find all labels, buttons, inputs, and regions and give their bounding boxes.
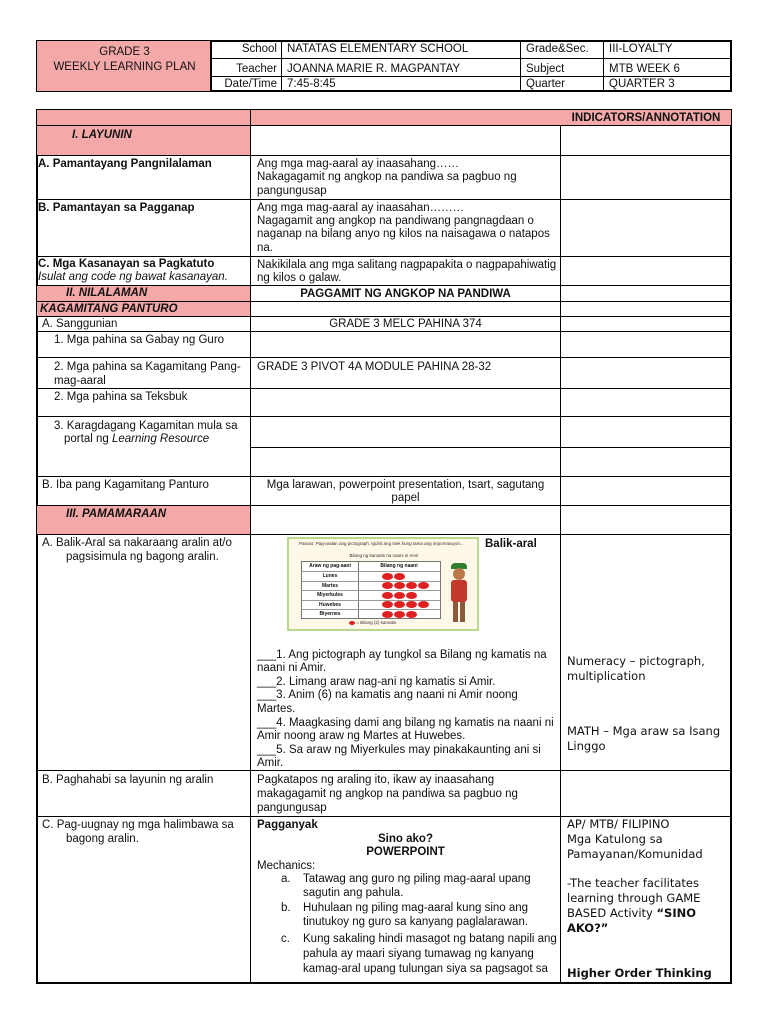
school-value: NATATAS ELEMENTARY SCHOOL	[287, 43, 469, 55]
row-line-770	[37, 770, 731, 771]
boy-figure-icon	[447, 563, 471, 625]
c-annotation-2c	[567, 906, 696, 921]
c-annotation-1a: AP/ MTB/ FILIPINO	[567, 817, 670, 831]
row-line-331	[37, 331, 731, 332]
tomato-icon	[394, 582, 405, 589]
tomato-icon	[394, 611, 405, 618]
b-text-3: naganap na bilang anyo ng kilos na naisagawa o natapos	[257, 228, 550, 240]
nilalaman-value: PAGGAMIT NG ANGKOP NA PANDIWA	[300, 288, 511, 300]
powerpoint-title: POWERPOINT	[366, 846, 445, 858]
b-text-1: Ang mga mag-aaral ay inaasahan………	[257, 202, 465, 214]
pictograph-legend	[349, 620, 396, 625]
mech-c-1: Kung sakaling hindi masagot ng batang napili ang	[303, 933, 557, 945]
school-label: School	[241, 43, 277, 55]
gradesec-label: Grade&Sec.	[526, 43, 589, 55]
tomato-icon	[382, 573, 393, 580]
a-text-1: Ang mga mag-aaral ay inaasahang……	[257, 158, 460, 170]
tomato-icon	[418, 601, 429, 608]
pictograph-row-label: Martes	[321, 582, 339, 589]
gabay-label: 1. Mga pahina sa Gabay ng Guro	[54, 334, 225, 346]
datetime-value: 7:45-8:45	[287, 78, 336, 90]
balik-aral-title: Balik-aral	[485, 538, 537, 550]
pamantayang-label: A. Pamantayang Pangnilalaman	[38, 158, 212, 170]
quarter-value: QUARTER 3	[609, 78, 675, 90]
header-plan-title: WEEKLY LEARNING PLAN	[53, 61, 196, 73]
c-annotation-2a: -The teacher facilitates	[567, 876, 699, 890]
tomato-icon	[382, 601, 393, 608]
iba-pang-value-1: Mga larawan, powerpoint presentation, tsart, sagutang	[266, 479, 545, 491]
subject-label: Subject	[526, 63, 565, 75]
tomato-icon	[406, 611, 417, 618]
pictograph-row-label: Miyerkules	[317, 592, 343, 598]
sanggunian-label: A. Sanggunian	[42, 318, 118, 330]
kasanayan-sub: Isulat ang code ng bawat kasanayan.	[38, 271, 228, 283]
karagdagang-label-1: 3. Karagdagang Kagamitan mula sa	[54, 420, 238, 432]
pagganyak-heading: Pagganyak	[257, 819, 318, 831]
pictograph-row-label: Biyernes	[319, 611, 341, 617]
balik-annotation-2a: MATH – Mga araw sa Isang	[567, 724, 721, 738]
c-annotation-1b: Mga Katulong sa	[567, 832, 663, 846]
pictograph-row-line	[302, 609, 440, 610]
pictograph-heading: Panuto: Pag-aralan ang pictograph. Iguhit ang tsek kung tama ang impormasyon...	[299, 541, 464, 546]
kagamitang-pang-value: GRADE 3 PIVOT 4A MODULE PAHINA 28-32	[257, 361, 492, 373]
tomato-icon	[382, 592, 393, 599]
tomato-icon	[394, 592, 405, 599]
paghahabi-text-2: makagagamit ng angkop na pandiwa sa pagbuo ng	[257, 788, 518, 800]
header-band-divider-left	[250, 110, 251, 126]
c-annotation-3: Higher Order Thinking	[567, 966, 712, 980]
teacher-value: JOANNA MARIE R. MAGPANTAY	[287, 63, 461, 75]
mech-letter-a: a.	[281, 873, 291, 885]
subject-value: MTB WEEK 6	[609, 63, 680, 75]
pictograph-row-line	[302, 581, 440, 582]
balik-item-1: ___1. Ang pictograph ay tungkol sa Bilang ng kamatis na	[257, 649, 547, 661]
boy-leg-left	[453, 602, 458, 622]
mech-b-2: tinutukoy ng guro sa kanyang paglalarawan.	[303, 916, 529, 928]
balik-item-2: naani ni Amir.	[257, 662, 327, 674]
balik-item-5: Martes.	[257, 703, 296, 715]
pictograph-row-line	[302, 571, 440, 572]
balik-item-9: Amir.	[257, 757, 284, 769]
pictograph-row-label: Lunes	[322, 573, 338, 579]
tomato-icon	[394, 573, 405, 580]
kasanayan-label: C. Mga Kasanayan sa Pagkatuto	[38, 258, 215, 270]
mech-b-1: Huhulaan ng piling mag-aaral kung sino ang	[303, 902, 529, 914]
mech-a-2: sagutin ang pahula.	[303, 887, 404, 899]
tomato-icon	[406, 601, 417, 608]
karagdagang-label-2	[64, 432, 209, 446]
tomato-icon	[394, 601, 405, 608]
quarter-label: Quarter	[526, 78, 565, 90]
paguugnay-label-2: bagong aralin.	[66, 833, 139, 845]
paghahabi-text-1: Pagkatapos ng araling ito, ikaw ay inaasahang	[257, 774, 495, 786]
mechanics-label: Mechanics:	[257, 860, 316, 872]
tomato-icon	[418, 582, 429, 589]
balik-label-1: A. Balik-Aral sa nakaraang aralin at/o	[42, 537, 232, 549]
pictograph-row-line	[302, 600, 440, 601]
legend-text: = Bilang (2) kamatis	[356, 620, 397, 625]
tomato-icon	[382, 582, 393, 589]
c-annotation-2d: AKO?”	[567, 921, 609, 935]
iba-pang-label: B. Iba pang Kagamitang Panturo	[42, 479, 209, 491]
a-text-3: pangungusap	[257, 185, 327, 197]
boy-head	[453, 568, 465, 580]
mech-letter-b: b.	[281, 902, 291, 914]
header-vline-2	[520, 41, 521, 91]
mech-c-2: pahula ay maari siyang tumawag ng kanyang	[303, 948, 534, 960]
layunin-cell	[37, 126, 250, 155]
balik-item-4: ___3. Anim (6) na kamatis ang naani ni Amir noong	[257, 689, 518, 701]
tomato-icon	[382, 611, 393, 618]
b-text-4: na.	[257, 242, 273, 254]
nilalaman-heading: II. NILALAMAN	[66, 287, 148, 299]
kagamitang-pang-label-2: mag-aaral	[54, 375, 106, 387]
boy-body	[451, 580, 467, 602]
row-line-357	[37, 357, 731, 358]
pictograph-image	[287, 537, 479, 631]
header-vline-1	[281, 41, 282, 91]
balik-annotation-2b: Linggo	[567, 739, 606, 753]
mech-a-1: Tatawag ang guro ng piling mag-aaral upang	[303, 873, 531, 885]
a-text-2: Nakagagamit ng angkop na pandiwa sa pagbuo ng	[257, 171, 517, 183]
balik-annotation-1b: multiplication	[567, 669, 646, 683]
tomato-icon	[406, 592, 417, 599]
balik-label-2: pagsisimula ng bagong aralin.	[66, 551, 219, 563]
pictograph-row-line	[302, 590, 440, 591]
gradesec-value: III-LOYALTY	[609, 43, 673, 55]
header-vline-3	[603, 41, 604, 91]
header-hline-1	[212, 58, 731, 59]
legend-tomato-icon	[349, 621, 355, 625]
kagamitang-pang-label-1: 2. Mga pahina sa Kagamitang Pang-	[54, 361, 241, 373]
pictograph-table	[301, 561, 441, 619]
pictograph-col1: Araw ng pag-aani	[309, 563, 351, 569]
datetime-label: Date/Time	[224, 78, 277, 90]
indicators-header: INDICATORS/ANNOTATION	[571, 112, 721, 124]
row-line-199	[37, 199, 731, 200]
teacher-label: Teacher	[236, 63, 277, 75]
mech-c-3: kamag-aral upang tulungan siya sa pagsagot sa	[303, 963, 548, 975]
mech-letter-c: c.	[281, 933, 290, 945]
balik-item-3: ___2. Limang araw nag-ani ng kamatis si Amir.	[257, 676, 496, 688]
paguugnay-label-1: C. Pag-uugnay ng mga halimbawa sa	[42, 819, 234, 831]
boy-leg-right	[460, 602, 465, 622]
paghahabi-label: B. Paghahabi sa layunin ng aralin	[42, 774, 214, 786]
tomato-icon	[406, 582, 417, 589]
kagamitan-heading: KAGAMITANG PANTURO	[40, 303, 178, 315]
pictograph-col2: Bilang ng naani	[380, 563, 418, 569]
c-annotation-2b: learning through GAME	[567, 891, 701, 905]
layunin-heading: I. LAYUNIN	[72, 129, 132, 141]
balik-item-6: ___4. Maagkasing dami ang bilang ng kamatis na naani ni	[257, 717, 554, 729]
c-text-2: ng kilos o galaw.	[257, 272, 342, 284]
header-grade: GRADE 3	[99, 46, 150, 58]
sanggunian-value: GRADE 3 MELC PAHINA 374	[329, 318, 482, 330]
karagdagang-portal: portal ng	[64, 433, 112, 445]
pamamaraan-heading: III. PAMAMARAAN	[66, 508, 167, 520]
c-annotation-1c: Pamayanan/Komunidad	[567, 847, 703, 861]
c-text-1: Nakikilala ang mga salitang nagpapakita o nagpapahiwatig	[257, 259, 557, 271]
sino-ako-title: Sino ako?	[378, 833, 433, 845]
learning-resource: Learning Resource	[111, 433, 210, 445]
balik-item-8: ___5. Sa araw ng Miyerkules may pinakakaunting ani si	[257, 744, 541, 756]
row-line-447	[250, 447, 731, 448]
c-annotation-2c-bold: “SINO	[656, 906, 697, 920]
row-line-476	[37, 476, 731, 477]
row-line-534	[37, 534, 731, 535]
b-text-2: Nagagamit ang angkop na pandiwang pangnagdaan o	[257, 215, 534, 227]
balik-annotation-1a: Numeracy – pictograph,	[567, 654, 705, 668]
pictograph-title: Bilang ng kamatis na naani ni Amir	[349, 553, 419, 558]
pictograph-row-label: Huwebes	[319, 601, 341, 608]
pagganap-label: B. Pamantayan sa Pagganap	[38, 202, 195, 214]
c-annotation-2c-text: BASED Activity	[567, 906, 657, 920]
balik-item-7: Amir noong araw ng Martes at Huwebes.	[257, 730, 466, 742]
teksbuk-label: 2. Mga pahina sa Teksbuk	[54, 391, 188, 403]
paghahabi-text-3: pangungusap	[257, 802, 327, 814]
iba-pang-value-2: papel	[391, 492, 420, 504]
row-line-416	[37, 416, 731, 417]
row-line-155	[37, 155, 731, 156]
main-vline-right	[560, 110, 561, 983]
row-line-388	[37, 388, 731, 389]
